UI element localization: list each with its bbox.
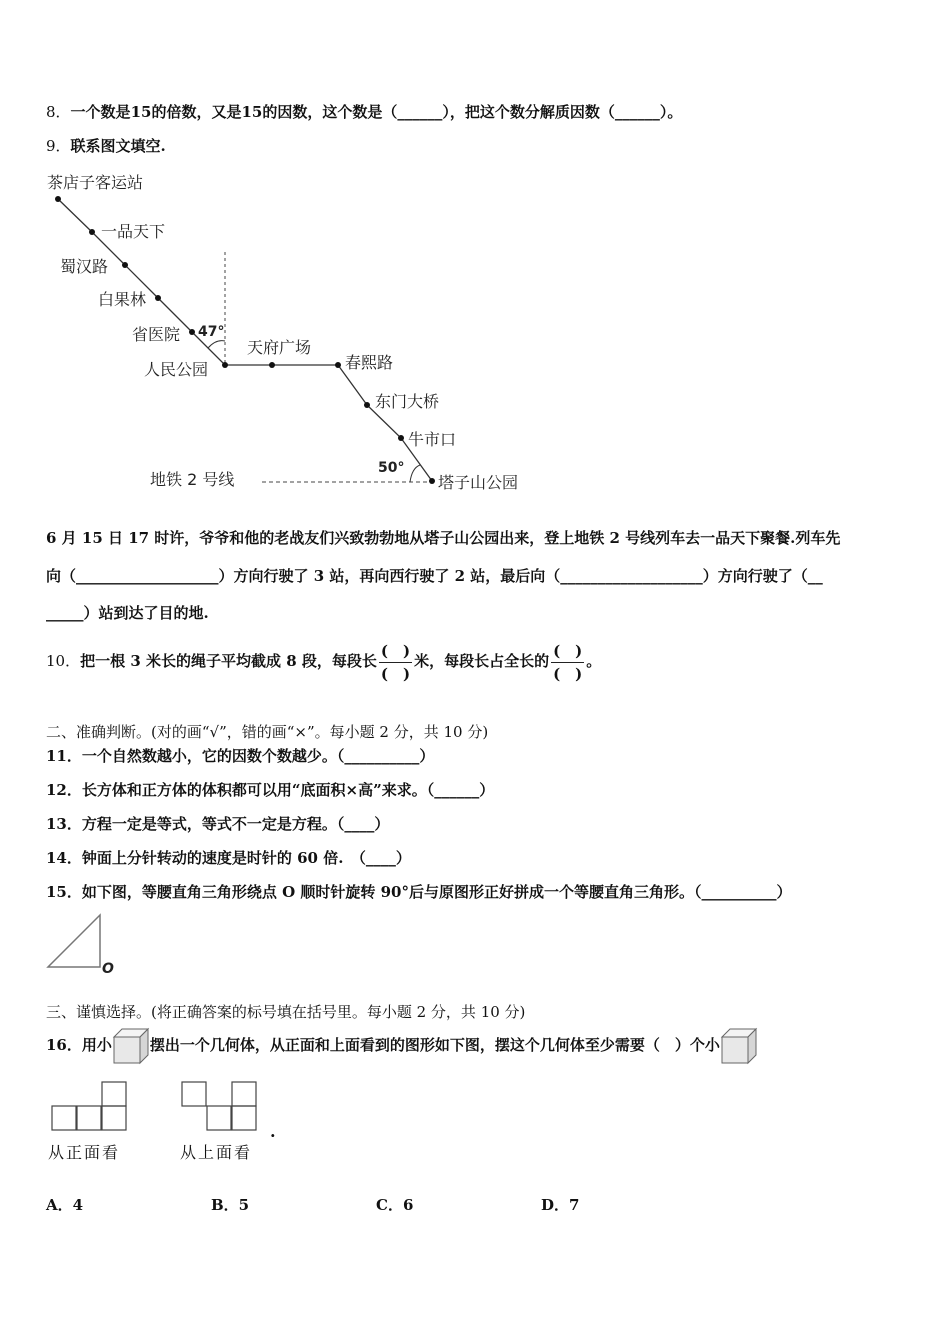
end-dot: . <box>270 1122 276 1141</box>
station-label: 一品天下 <box>101 222 166 241</box>
subway-line-label: 地铁 2 号线 <box>150 470 235 489</box>
fraction-denominator: ( ) <box>379 662 412 685</box>
option-a[interactable]: A．4 <box>46 1196 84 1214</box>
angle-label-50: 50° <box>378 460 405 476</box>
station-label: 茶店子客运站 <box>47 173 144 192</box>
question-10 <box>46 638 601 685</box>
q10-text-b: 米，每段长占全长的 <box>414 652 550 670</box>
small-cube-icon <box>720 1027 758 1065</box>
q9-paragraph-line-2: 向（___________________）方向行驶了 3 站，再向西行驶了 2 站，最后向（___________________）方向行驶了（__ <box>46 567 823 585</box>
point-o-label: O <box>102 961 114 977</box>
station-dot <box>335 362 341 368</box>
station-label: 白果林 <box>98 290 147 309</box>
question-number: 8． <box>46 103 71 121</box>
option-c[interactable]: C．6 <box>376 1196 414 1214</box>
top-view-caption: 从上面看 <box>180 1143 253 1162</box>
q9-paragraph-line-1: 6 月 15 日 17 时许，爷爷和他的老战友们兴致勃勃地从塔子山公园出来，登上地铁 2 号线列车去一品天下聚餐.列车先 <box>46 529 841 547</box>
q16-text-a: 16．用小 <box>46 1036 112 1054</box>
station-label: 东门大桥 <box>375 392 440 411</box>
fraction-blank-1 <box>379 640 412 685</box>
fraction-numerator: ( ) <box>553 641 583 660</box>
q8-text-b: 的倍数，又是 <box>151 103 242 121</box>
q8-text-c: 的因数，这个数是（______），把这个数分解质因数（______）。 <box>262 103 683 121</box>
question-11: 11．一个自然数越小，它的因数个数越少。（__________） <box>46 747 435 765</box>
small-cube-icon <box>112 1027 150 1065</box>
q16-text-b: 摆出一个几何体，从正面和上面看到的图形如下图，摆这个几何体至少需要（ ）个小 <box>149 1036 720 1054</box>
top-view-grid <box>180 1080 260 1132</box>
station-dot <box>55 196 61 202</box>
q8-number-1: 15 <box>130 103 152 121</box>
station-dot <box>89 229 95 235</box>
subway-route <box>58 199 432 481</box>
q9-paragraph-line-3: _____）站到达了目的地. <box>46 604 209 622</box>
q10-text-c: 。 <box>586 652 602 670</box>
station-dot <box>122 262 128 268</box>
angle-arc-50 <box>410 465 420 482</box>
station-dot <box>222 362 228 368</box>
station-dot <box>398 435 404 441</box>
station-dot <box>269 362 275 368</box>
station-label: 牛市口 <box>408 430 457 449</box>
question-16 <box>46 1024 758 1066</box>
right-triangle-figure <box>44 912 124 978</box>
station-label: 天府广场 <box>247 338 312 357</box>
section-3-header: 三、谨慎选择。(将正确答案的标号填在括号里。每小题 2 分，共 10 分) <box>46 1003 526 1021</box>
fraction-blank-2 <box>551 640 584 685</box>
question-9 <box>46 136 166 156</box>
angle-label-47: 47° <box>198 324 225 340</box>
station-label: 省医院 <box>132 325 181 344</box>
question-8 <box>46 102 682 122</box>
front-view-grid <box>50 1080 130 1132</box>
front-view-caption: 从正面看 <box>48 1143 121 1162</box>
station-label: 塔子山公园 <box>438 473 519 492</box>
station-label: 人民公园 <box>144 360 209 379</box>
q10-text-a: 把一根 3 米长的绳子平均截成 8 段，每段长 <box>80 652 377 670</box>
question-14: 14．钟面上分针转动的速度是时针的 60 倍. （____） <box>46 849 411 867</box>
station-label: 蜀汉路 <box>60 257 109 276</box>
option-b[interactable]: B．5 <box>211 1196 250 1214</box>
station-label: 春熙路 <box>345 353 394 372</box>
q8-number-2: 15 <box>241 103 263 121</box>
q8-text-a: 一个数是 <box>70 103 131 121</box>
question-number: 9． <box>46 137 71 155</box>
station-dot <box>155 295 161 301</box>
station-dot <box>429 478 435 484</box>
station-dot <box>364 402 370 408</box>
option-d[interactable]: D．7 <box>541 1196 580 1214</box>
subway-map <box>40 165 540 500</box>
station-dot <box>189 329 195 335</box>
right-triangle <box>48 915 100 967</box>
question-number: 10． <box>46 652 81 670</box>
fraction-denominator: ( ) <box>551 662 584 685</box>
fraction-numerator: ( ) <box>380 641 411 660</box>
angle-arc-47 <box>208 341 225 348</box>
question-12: 12．长方体和正方体的体积都可以用“底面积×高”来求。（______） <box>46 781 495 799</box>
section-2-header: 二、准确判断。(对的画“√”，错的画“×”。每小题 2 分，共 10 分) <box>46 723 489 741</box>
question-15: 15．如下图，等腰直角三角形绕点 O 顺时针旋转 90°后与原图形正好拼成一个等腰直角三角形。（__________） <box>46 883 792 901</box>
question-13: 13．方程一定是等式，等式不一定是方程。（____） <box>46 815 390 833</box>
q9-title: 联系图文填空. <box>70 137 166 155</box>
